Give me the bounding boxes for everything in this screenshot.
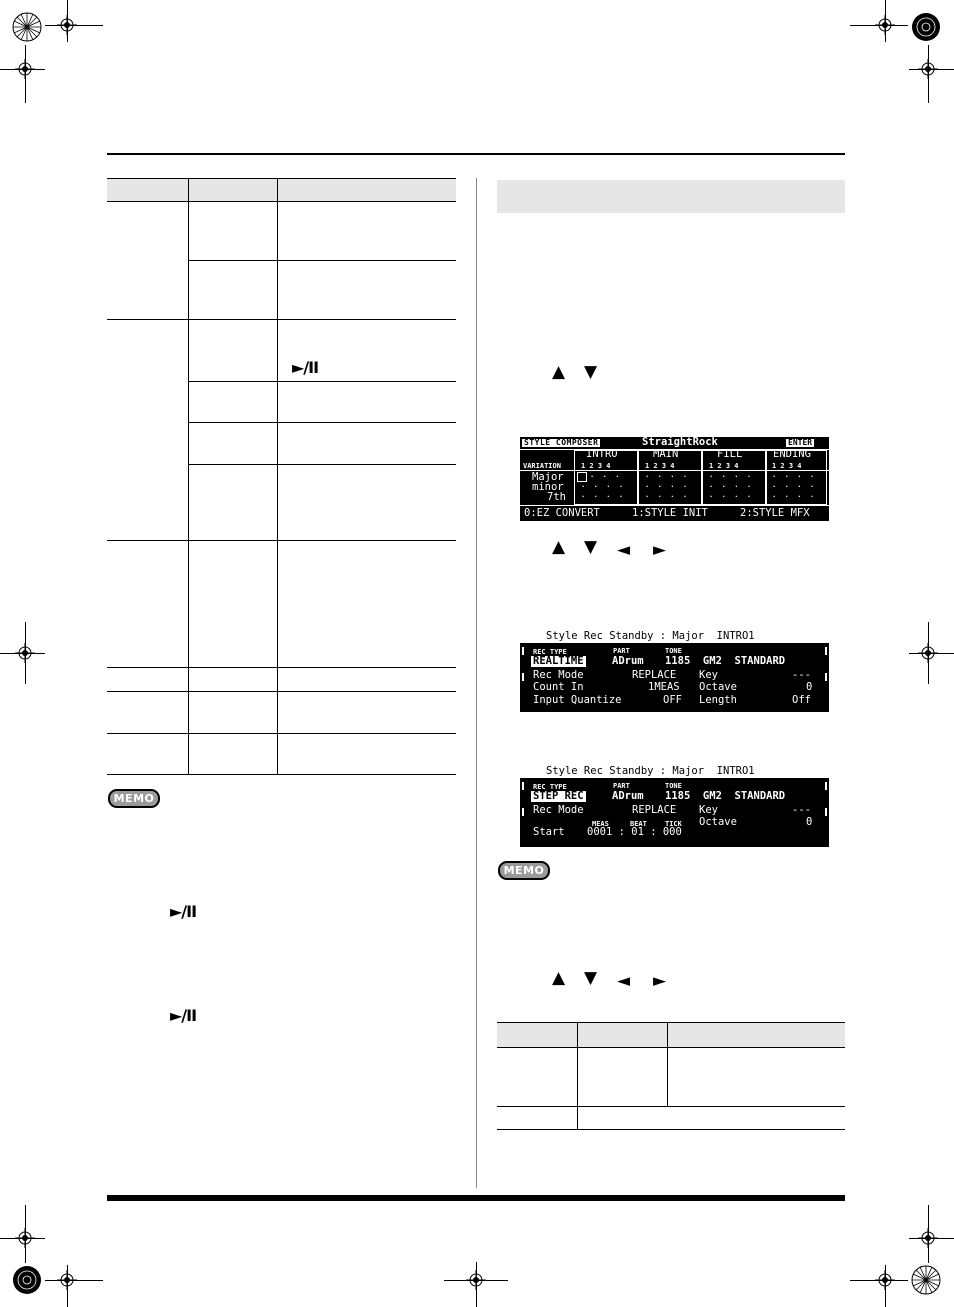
table-row: [107, 774, 456, 775]
style-composer-screen: STYLE COMPOSER StraightRock ENTER VARIATION INTRO MAIN FILL ENDING 1 2 3 4 1 2 3 4 1 2 3 4 1 2 3 4 Major minor 7th · · · · · · · · · · · · · · · · · · · · · · · · · · · · · · · · · · · · · · · · · · · · · · · 0:EZ CONVERT 1:STYLE INIT 2:STYLE MFX: [520, 437, 829, 521]
table-row: [497, 1129, 845, 1130]
screen-title: Style Rec Standby : Major INTRO1: [546, 630, 755, 642]
part-value: ADrum: [612, 790, 644, 802]
starburst-icon: [911, 1265, 941, 1295]
key-value: ---: [792, 669, 811, 681]
rec-type-label: REC TYPE: [533, 648, 567, 656]
section-header-main: MAIN: [653, 448, 679, 460]
length-value: Off: [792, 694, 811, 706]
section-header-ending: ENDING: [773, 448, 811, 460]
input-quantize-value: OFF: [663, 694, 682, 706]
tone-label: TONE: [665, 782, 682, 790]
down-arrow-icon: ▼: [584, 968, 598, 988]
screen-title: Style Rec Standby : Major INTRO1: [546, 765, 755, 777]
table-row: [188, 422, 456, 423]
table-header: [497, 1022, 845, 1048]
rec-type-value: REALTIME: [533, 655, 584, 667]
beat-label: BEAT: [630, 820, 647, 828]
table-row: [188, 381, 456, 382]
left-arrow-icon: ◄: [617, 540, 631, 560]
table-row: [107, 667, 456, 668]
right-arrow-icon: ►: [653, 540, 667, 560]
starburst-icon: [911, 12, 941, 42]
rec-type-label: REC TYPE: [533, 783, 567, 791]
table-row: [107, 319, 456, 320]
tone-label: TONE: [665, 647, 682, 655]
part-label: PART: [613, 647, 630, 655]
start-value: 0001 : 01 : 000: [587, 826, 682, 838]
rec-mode-label: Rec Mode: [533, 804, 584, 816]
variation-label: VARIATION: [523, 462, 561, 470]
octave-value: 0: [806, 816, 813, 828]
memo-badge: MEMO: [108, 789, 160, 808]
function-style-init: 1:STYLE INIT: [632, 507, 708, 519]
table-row: [497, 1106, 845, 1107]
starburst-icon: [12, 1265, 42, 1295]
down-arrow-icon: ▼: [584, 537, 598, 557]
column-divider: [476, 178, 477, 1188]
table-row: [107, 691, 456, 692]
tone-value: 1185 GM2 STANDARD: [665, 655, 786, 667]
table-row: [188, 464, 456, 465]
tick-label: TICK: [665, 820, 682, 828]
right-arrow-icon: ►: [653, 971, 667, 991]
starburst-icon: [12, 12, 42, 42]
key-value: ---: [792, 804, 811, 816]
style-name: StraightRock: [642, 437, 718, 448]
section-header-fill: FILL: [717, 448, 743, 460]
memo-badge: MEMO: [498, 861, 550, 880]
up-arrow-icon: ▲: [552, 537, 566, 557]
up-arrow-icon: ▲: [552, 362, 566, 382]
variation-numbers: 1 2 3 4: [581, 462, 611, 470]
function-ez-convert: 0:EZ CONVERT: [524, 507, 600, 519]
meas-label: MEAS: [592, 820, 609, 828]
table-row: [188, 260, 456, 261]
rec-mode-value: REPLACE: [632, 804, 677, 816]
section-heading-bar: [497, 180, 845, 213]
variation-numbers: 1 2 3 4: [772, 462, 802, 470]
row-label-minor: minor: [532, 481, 564, 493]
rec-type-value: STEP REC: [533, 790, 584, 802]
part-label: PART: [613, 782, 630, 790]
row-label-7th: 7th: [547, 491, 566, 503]
step-rec-standby-screen: [520, 765, 829, 847]
octave-value: 0: [806, 681, 813, 693]
rec-mode-label: Rec Mode: [533, 669, 584, 681]
up-arrow-icon: ▲: [552, 968, 566, 988]
length-label: Length: [699, 694, 737, 706]
tone-value: 1185 GM2 STANDARD: [665, 790, 786, 802]
footer-rule: [107, 1195, 845, 1201]
rec-mode-value: REPLACE: [632, 669, 677, 681]
row-label-major: Major: [532, 471, 564, 483]
play-pause-icon: ►/II: [292, 358, 319, 377]
function-style-mfx: 2:STYLE MFX: [740, 507, 810, 519]
table-row: [107, 733, 456, 734]
table-row: [107, 540, 456, 541]
play-pause-icon: ►/II: [170, 902, 197, 921]
start-label: Start: [533, 826, 565, 838]
octave-label: Octave: [699, 816, 737, 828]
cursor-cell: [577, 472, 587, 482]
screen-header-label: STYLE COMPOSER: [524, 438, 599, 447]
table-header: [107, 178, 456, 202]
down-arrow-icon: ▼: [584, 362, 598, 382]
play-pause-icon: ►/II: [170, 1006, 197, 1025]
part-value: ADrum: [612, 655, 644, 667]
realtime-rec-standby-screen: [520, 630, 829, 712]
variation-numbers: 1 2 3 4: [709, 462, 739, 470]
count-in-label: Count In: [533, 681, 584, 693]
key-label: Key: [699, 804, 718, 816]
header-rule: [107, 153, 845, 155]
left-arrow-icon: ◄: [617, 971, 631, 991]
variation-numbers: 1 2 3 4: [645, 462, 675, 470]
octave-label: Octave: [699, 681, 737, 693]
count-in-value: 1MEAS: [648, 681, 680, 693]
key-label: Key: [699, 669, 718, 681]
section-header-intro: INTRO: [586, 448, 618, 460]
enter-label: ENTER: [788, 438, 813, 447]
input-quantize-label: Input Quantize: [533, 694, 622, 706]
